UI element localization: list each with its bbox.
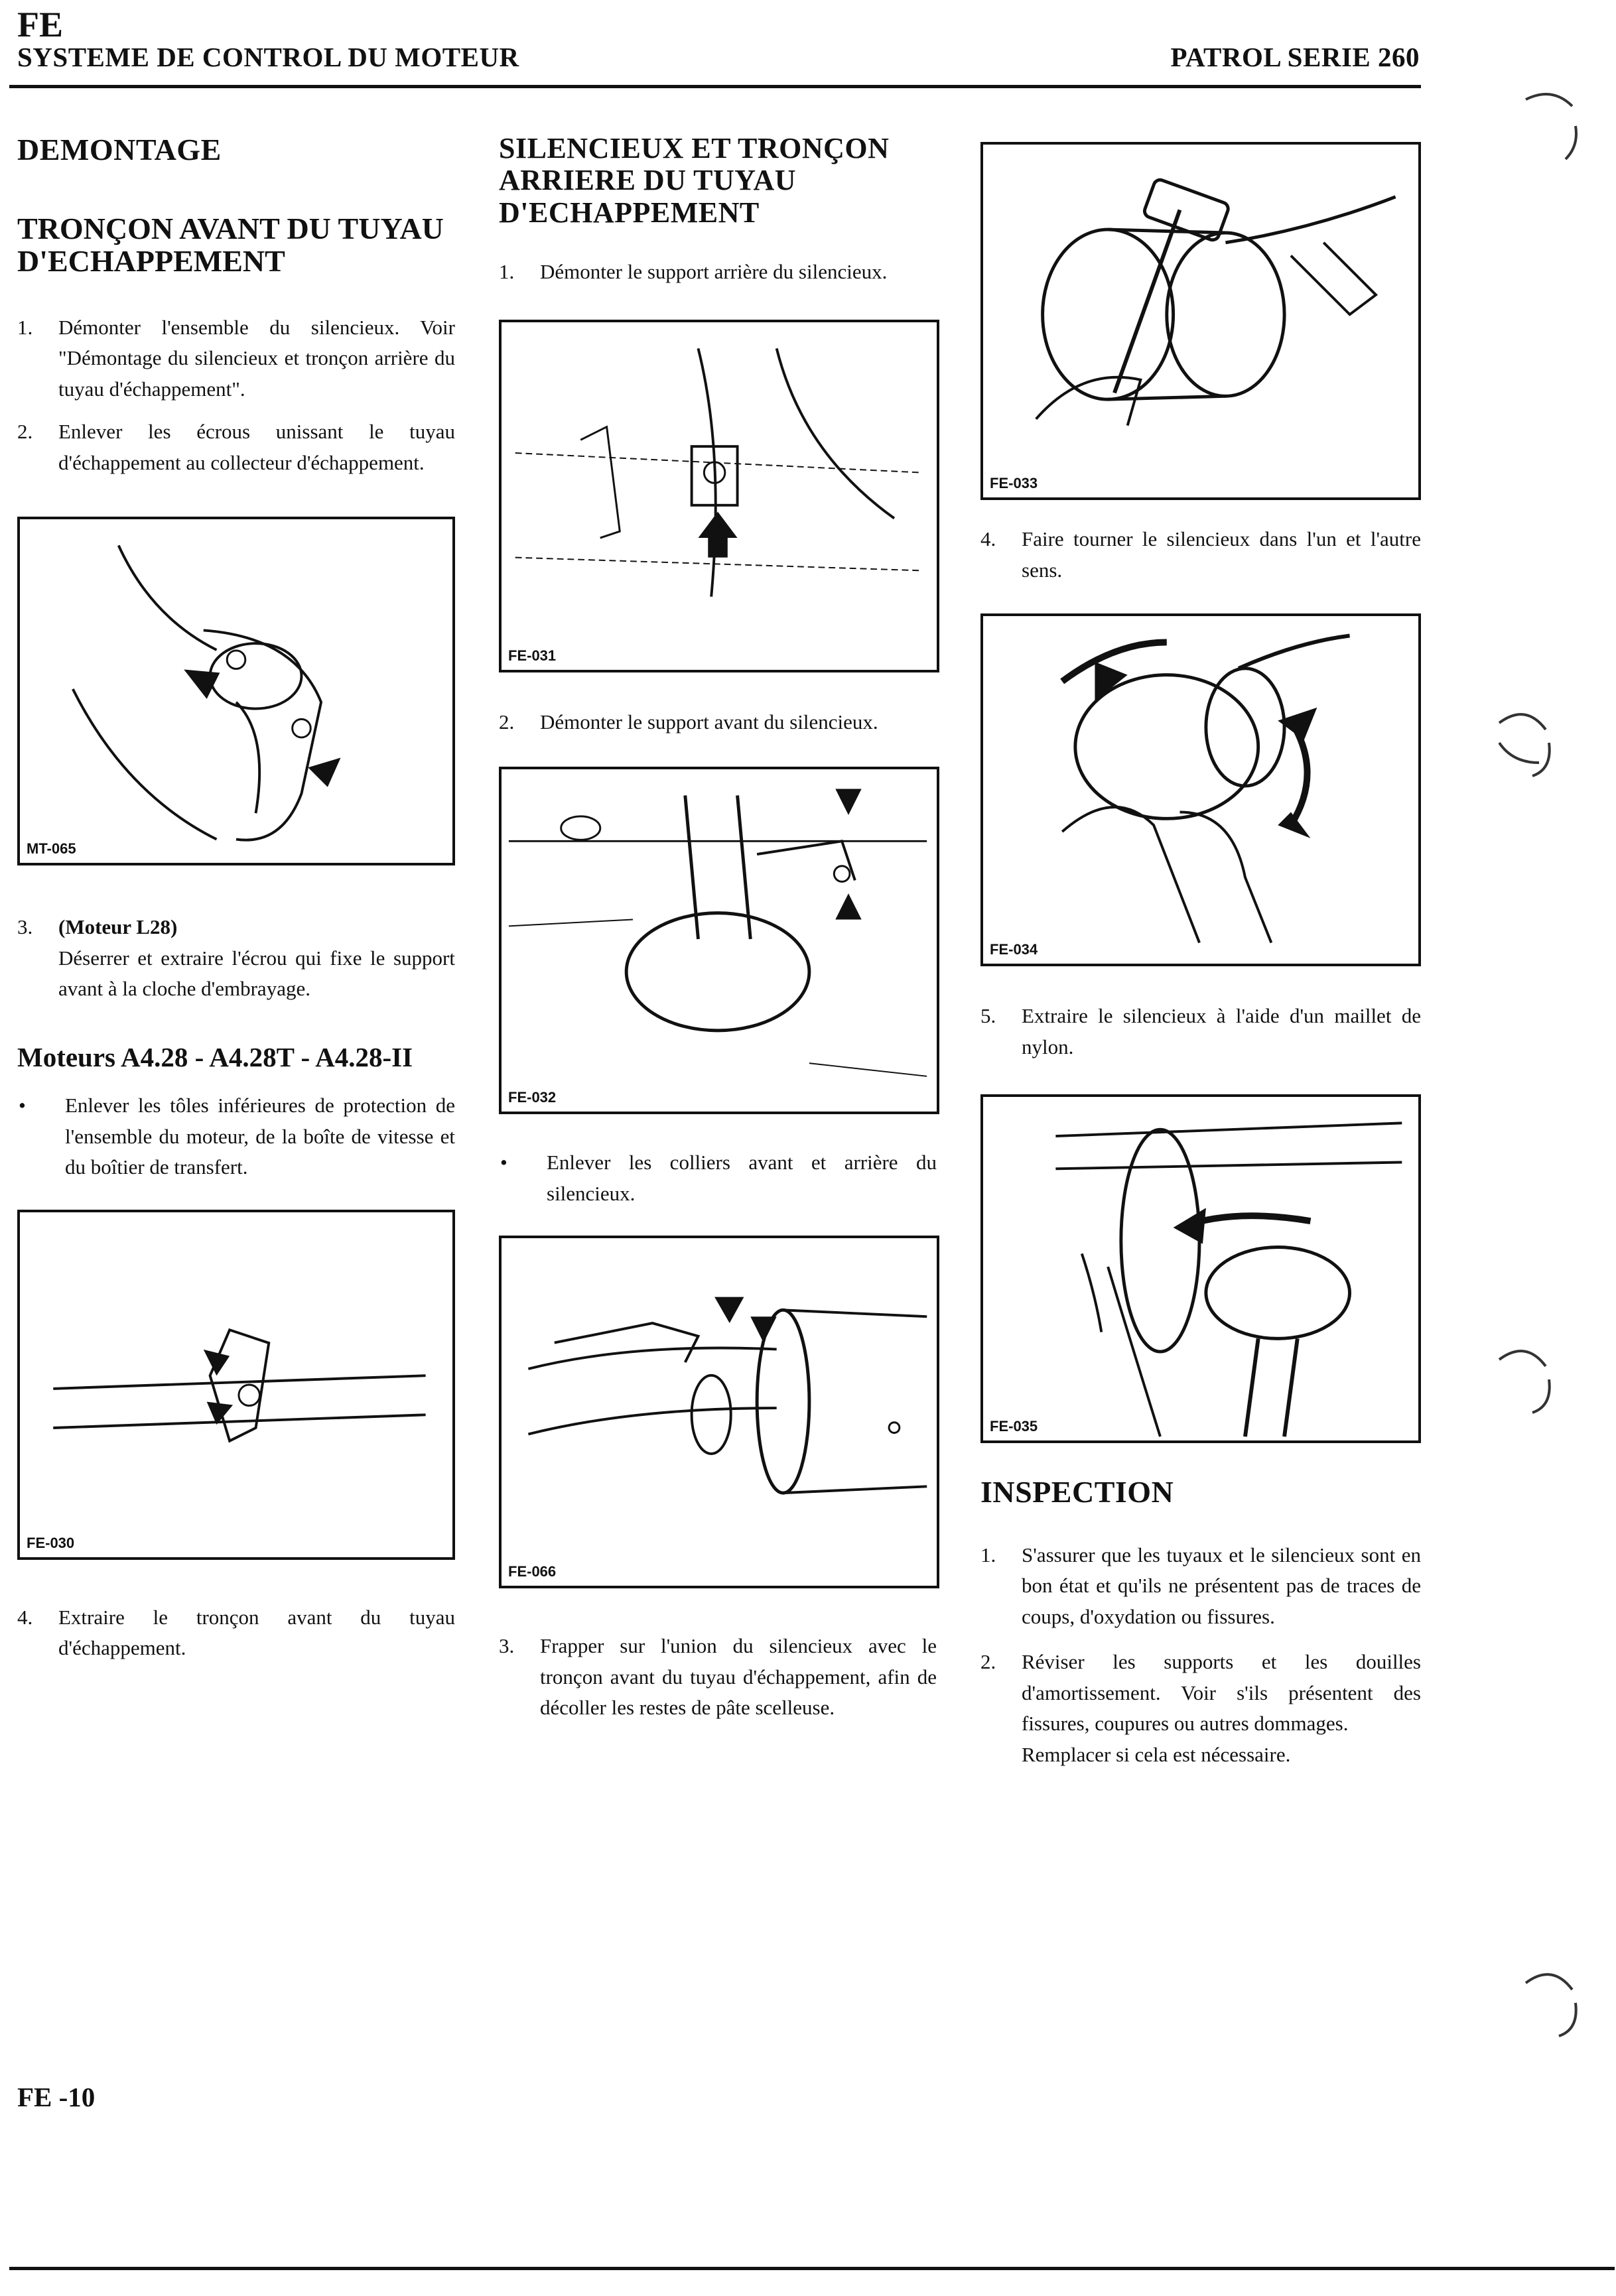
step-number: 3. xyxy=(499,1634,515,1658)
step-1 xyxy=(499,257,937,288)
step-number: 4. xyxy=(980,527,996,550)
figure-fe-066 xyxy=(499,1236,939,1588)
step-number: 1. xyxy=(980,1543,996,1566)
step-number: 3. xyxy=(17,915,33,939)
column-steps-inspection xyxy=(980,133,1421,1770)
figure-fe-034 xyxy=(980,613,1421,966)
step-text: Réviser les supports et les douilles d'amortissement. Voir s'ils présentent des fissures, coupures ou autres dommages. xyxy=(1022,1650,1421,1736)
figure-label: MT-065 xyxy=(27,840,76,858)
step-text: Extraire le silencieux à l'aide d'un maillet de nylon. xyxy=(1022,1004,1421,1058)
figure-fe-030 xyxy=(17,1210,455,1560)
step-3 xyxy=(499,1631,937,1724)
hammer-muffler-illustration xyxy=(983,145,1418,497)
header-rule xyxy=(9,85,1421,88)
figure-label: FE-033 xyxy=(990,475,1038,491)
rear-support-illustration xyxy=(502,322,937,670)
figure-label: FE-066 xyxy=(508,1563,557,1580)
step-2 xyxy=(17,416,455,478)
step-text: Démonter le support avant du silencieux. xyxy=(540,710,878,733)
step-text: Démonter le support arrière du silencieux. xyxy=(540,260,888,284)
step-text: Faire tourner le silencieux dans l'un et l'autre sens. xyxy=(1022,527,1421,582)
step-number: 2. xyxy=(980,1650,996,1674)
step-text: Démonter l'ensemble du silencieux. Voir "Démontage du silencieux et tronçon arrière du tuyau d'échappement". xyxy=(58,315,455,401)
step-4 xyxy=(980,524,1421,586)
figure-label: FE-034 xyxy=(990,941,1038,958)
column-demontage xyxy=(17,133,455,1664)
section-heading-demontage: DEMONTAGE xyxy=(17,133,222,166)
binder-hole-mark xyxy=(1513,1963,1592,2056)
figure-label: FE-031 xyxy=(508,647,557,664)
binder-hole-mark xyxy=(1513,86,1592,179)
rotate-muffler-illustration xyxy=(983,616,1418,964)
bullet-remove-plates xyxy=(17,1090,455,1183)
figure-label: FE-032 xyxy=(508,1089,557,1106)
step-2 xyxy=(499,707,937,738)
figure-label: FE-030 xyxy=(27,1534,75,1551)
step-number: 1. xyxy=(499,260,515,284)
step-3 xyxy=(17,912,455,1005)
engines-heading: Moteurs A4.28 - A4.28T - A4.28-II xyxy=(17,1041,413,1072)
front-support-illustration xyxy=(502,769,937,1112)
step-text: Extraire le tronçon avant du tuyau d'échappement. xyxy=(58,1605,455,1659)
nylon-mallet-illustration xyxy=(983,1097,1418,1440)
step-text: S'assurer que les tuyaux et le silencieux sont en bon état et qu'ils ne présentent pas de traces de coups, d'oxydation ou fissures. xyxy=(1022,1543,1421,1628)
section-heading-inspection: INSPECTION xyxy=(980,1475,1174,1509)
figure-label: FE-035 xyxy=(990,1418,1038,1435)
page-number: FE -10 xyxy=(17,2082,96,2112)
muffler-joint-illustration xyxy=(502,1238,937,1586)
column-silencieux xyxy=(499,133,937,1724)
step-note: Remplacer si cela est nécessaire. xyxy=(1022,1742,1291,1766)
figure-fe-033 xyxy=(980,142,1421,500)
step-text: Déserrer et extraire l'écrou qui fixe le support avant à la cloche d'embrayage. xyxy=(58,946,455,1001)
step-number: 2. xyxy=(499,710,515,733)
subheading-front-pipe: TRONÇON AVANT DU TUYAU D'ECHAPPEMENT xyxy=(17,211,444,279)
bullet-dot: • xyxy=(19,1094,26,1117)
footer-rule xyxy=(9,2267,1615,2270)
section-code: FE xyxy=(17,5,64,44)
step-number: 1. xyxy=(17,315,33,339)
step-1 xyxy=(17,312,455,405)
step-4 xyxy=(17,1602,455,1664)
binder-hole-mark xyxy=(1486,703,1566,796)
figure-mt-065 xyxy=(17,517,455,865)
step-number: 4. xyxy=(17,1605,33,1629)
bullet-text: Enlever les tôles inférieures de protection de l'ensemble du moteur, de la boîte de vitesse et du boîtier de transfert. xyxy=(65,1094,455,1179)
bullet-text: Enlever les colliers avant et arrière du silencieux. xyxy=(547,1151,937,1205)
bullet-dot: • xyxy=(500,1151,507,1175)
step-number: 5. xyxy=(980,1004,996,1027)
figure-fe-035 xyxy=(980,1094,1421,1443)
binder-hole-mark xyxy=(1486,1340,1566,1433)
step-number: 2. xyxy=(17,420,33,444)
bullet-remove-clamps xyxy=(499,1147,937,1209)
inspection-step-1 xyxy=(980,1540,1421,1633)
figure-fe-032 xyxy=(499,767,939,1114)
vehicle-model: PATROL SERIE 260 xyxy=(1170,42,1420,72)
step-title: (Moteur L28) xyxy=(58,915,178,939)
section-title: SYSTEME DE CONTROL DU MOTEUR xyxy=(17,42,519,72)
figure-fe-031 xyxy=(499,320,939,672)
step-text: Frapper sur l'union du silencieux avec le tronçon avant du tuyau d'échappement, afin de décoller les restes de pâte scelleuse. xyxy=(540,1634,937,1720)
pipe-support-illustration xyxy=(20,1212,452,1557)
step-5 xyxy=(980,1001,1421,1062)
exhaust-flange-illustration xyxy=(20,519,452,863)
section-heading-silencieux: SILENCIEUX ET TRONÇON ARRIERE DU TUYAU D'ECHAPPEMENT xyxy=(499,132,890,229)
inspection-step-2 xyxy=(980,1647,1421,1770)
step-text: Enlever les écrous unissant le tuyau d'échappement au collecteur d'échappement. xyxy=(58,420,455,474)
